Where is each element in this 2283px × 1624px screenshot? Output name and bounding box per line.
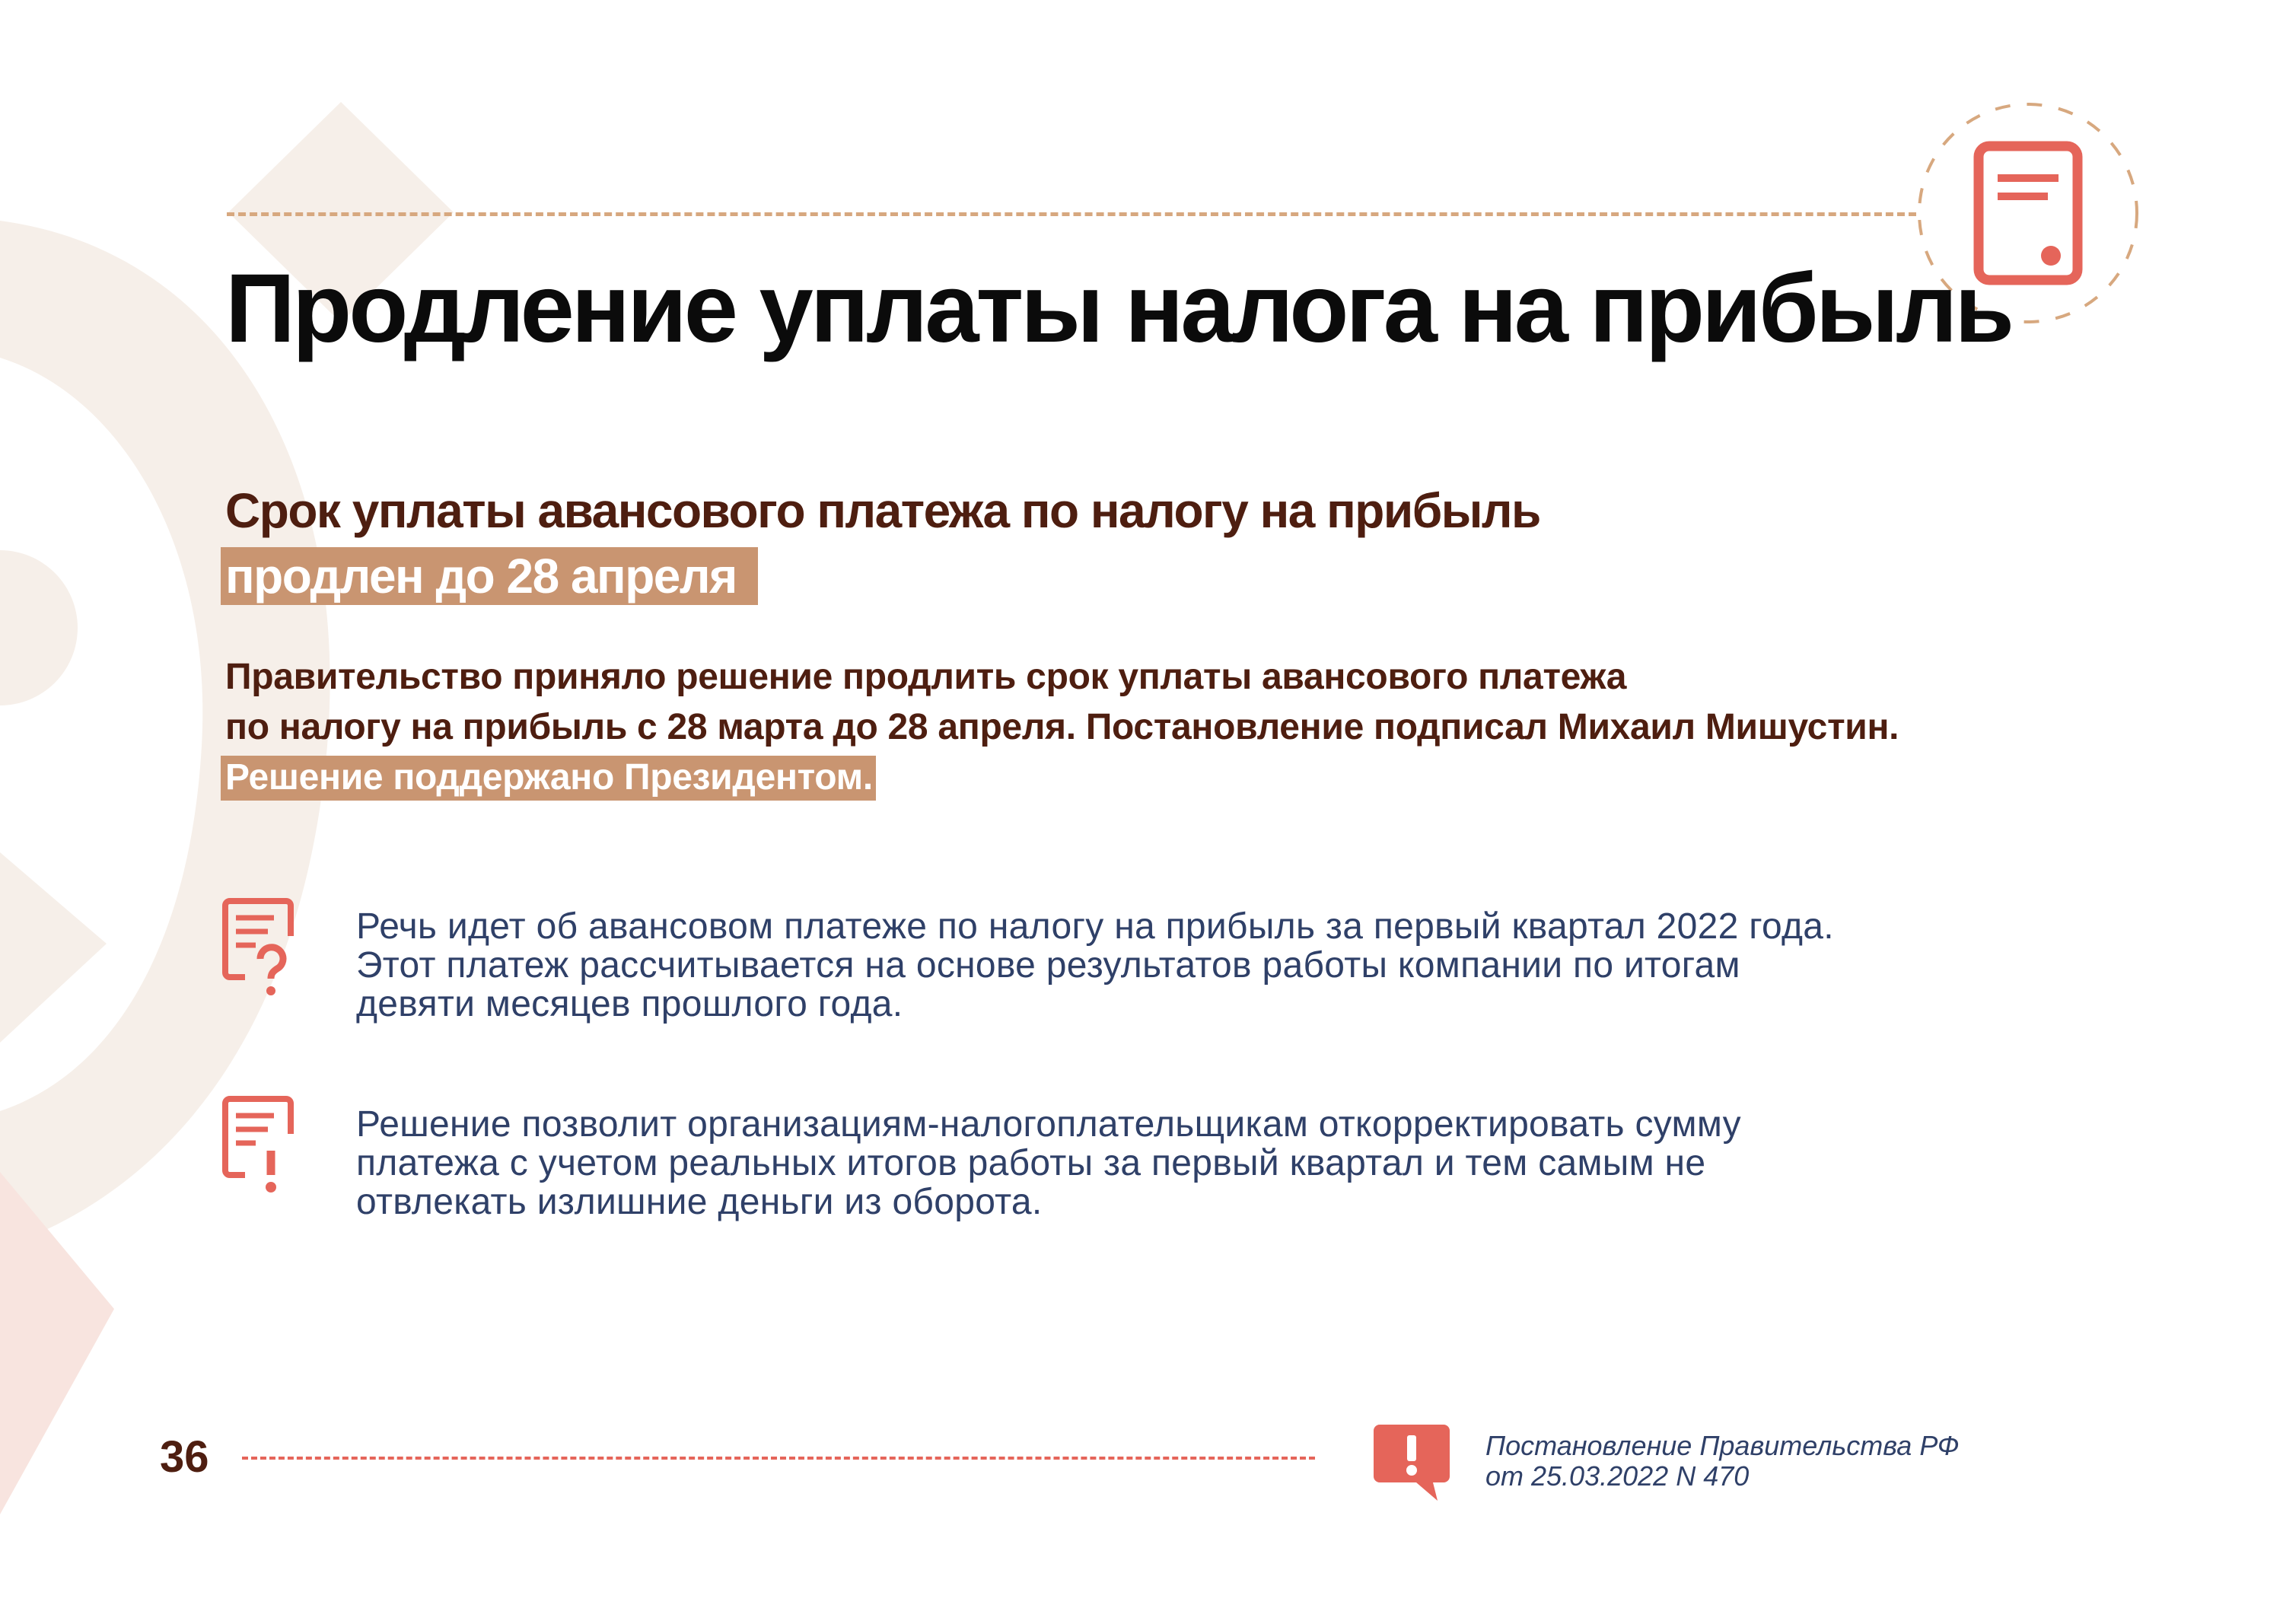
alert-speech-bubble-icon [1374,1425,1450,1501]
bullet-1-line-1: Речь идет об авансовом платеже по налогу на прибыль за первый квартал 2022 года. [356,906,1834,947]
bullet-text-2 [356,1105,2122,1221]
title-dashed-rule [227,212,1916,216]
bullet-1-line-2: Этот платеж рассчитывается на основе результатов работы компании по итогам [356,945,1740,986]
document-exclamation-icon [222,1094,298,1193]
intro-line-1: Правительство приняло решение продлить срок уплаты авансового платежа [225,657,1627,697]
lead-statement [225,478,2052,609]
page-title: Продление уплаты налога на прибыль [225,254,2012,363]
source-reference [1485,1431,2170,1492]
bullet-2-line-2: платежа с учетом реальных итогов работы за первый квартал и тем самым не [356,1143,1706,1183]
lead-highlight: продлен до 28 апреля [221,547,758,605]
document-question-icon [222,896,298,995]
intro-paragraph [225,652,2128,803]
bullet-1-line-3: девяти месяцев прошлого года. [356,984,903,1024]
page-number: 36 [160,1432,209,1482]
lead-line: Срок уплаты авансового платежа по налогу на прибыль [225,483,1540,538]
source-line-2: от 25.03.2022 N 470 [1485,1460,1750,1492]
bullet-2-line-1: Решение позволит организациям-налогоплательщикам откорректировать сумму [356,1104,1741,1145]
intro-line-2: по налогу на прибыль с 28 марта до 28 апреля. Постановление подписал Михаил Мишустин. [225,707,1899,747]
intro-highlight: Решение поддержано Президентом. [221,756,876,801]
source-line-1: Постановление Правительства РФ [1485,1430,1960,1461]
bullet-text-1 [356,907,2122,1024]
bullet-2-line-3: отвлекать излишние деньги из оборота. [356,1182,1043,1222]
footer-dashed-rule [242,1457,1315,1460]
